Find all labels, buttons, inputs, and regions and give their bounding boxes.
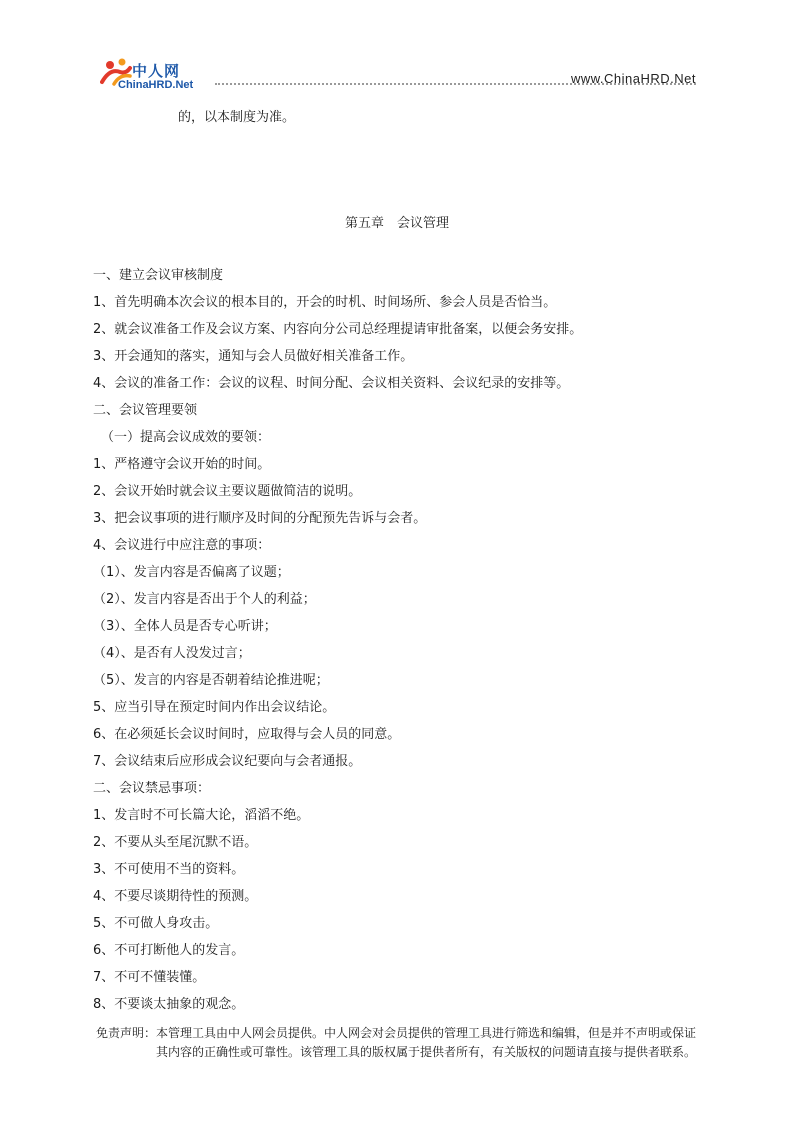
logo-chinese-text: 中人网 bbox=[132, 62, 181, 80]
body-line: 3、把会议事项的进行顺序及时间的分配预先告诉与会者。 bbox=[93, 511, 427, 526]
body-line: 2、就会议准备工作及会议方案、内容向分公司总经理提请审批备案，以便会务安排。 bbox=[93, 322, 583, 337]
body-line: （4）、是否有人没发过言； bbox=[93, 646, 251, 661]
body-line: 7、会议结束后应形成会议纪要向与会者通报。 bbox=[93, 754, 362, 769]
continuation-text: 的，以本制度为准。 bbox=[178, 110, 296, 125]
disclaimer bbox=[96, 1024, 706, 1062]
body-line: 1、首先明确本次会议的根本目的，开会的时机、时间场所、参会人员是否恰当。 bbox=[93, 295, 557, 310]
body-line: 2、会议开始时就会议主要议题做简洁的说明。 bbox=[93, 484, 362, 499]
body-line: 5、应当引导在预定时间内作出会议结论。 bbox=[93, 700, 336, 715]
logo-english-text: ChinaHRD.Net bbox=[118, 79, 194, 91]
body-line: （1）、发言内容是否偏离了议题； bbox=[93, 565, 290, 580]
body-line: 4、会议进行中应注意的事项： bbox=[93, 538, 271, 553]
body-line: （3）、全体人员是否专心听讲； bbox=[93, 619, 277, 634]
body-line: （一）提高会议成效的要领： bbox=[101, 430, 271, 445]
body-line: 3、开会通知的落实，通知与会人员做好相关准备工作。 bbox=[93, 349, 414, 364]
body-line: 二、会议禁忌事项： bbox=[93, 781, 211, 796]
body-line: 3、不可使用不当的资料。 bbox=[93, 862, 245, 877]
chapter-title: 第五章 会议管理 bbox=[344, 216, 449, 231]
body-line: 5、不可做人身攻击。 bbox=[93, 916, 219, 931]
body-line: 4、会议的准备工作：会议的议程、时间分配、会议相关资料、会议纪录的安排等。 bbox=[93, 376, 570, 391]
body-line: 一、建立会议审核制度 bbox=[93, 268, 224, 283]
body-line: 8、不要谈太抽象的观念。 bbox=[93, 997, 245, 1012]
body-line: 6、在必须延长会议时间时，应取得与会人员的同意。 bbox=[93, 727, 401, 742]
body-line: 二、会议管理要领 bbox=[93, 403, 198, 418]
body-line: 1、严格遵守会议开始的时间。 bbox=[93, 457, 271, 472]
body-line: （5）、发言的内容是否朝着结论推进呢； bbox=[93, 673, 329, 688]
disclaimer-line-1: 免责声明：本管理工具由中人网会员提供。中人网会对会员提供的管理工具进行筛选和编辑，但是并不声明或保证 bbox=[96, 1026, 697, 1040]
disclaimer-line-2: 其内容的正确性或可靠性。该管理工具的版权属于提供者所有，有关版权的问题请直接与提供者联系。 bbox=[156, 1045, 697, 1059]
site-url: www.ChinaHRD.Net bbox=[570, 71, 696, 86]
body-text bbox=[93, 266, 713, 1022]
body-line: 1、发言时不可长篇大论，滔滔不绝。 bbox=[93, 808, 310, 823]
page-header bbox=[0, 0, 794, 100]
chinahrd-logo bbox=[100, 56, 210, 96]
body-line: 6、不可打断他人的发言。 bbox=[93, 943, 245, 958]
body-line: 7、不可不懂装懂。 bbox=[93, 970, 206, 985]
body-line: 4、不要尽谈期待性的预测。 bbox=[93, 889, 258, 904]
body-line: （2）、发言内容是否出于个人的利益； bbox=[93, 592, 316, 607]
body-line: 2、不要从头至尾沉默不语。 bbox=[93, 835, 258, 850]
